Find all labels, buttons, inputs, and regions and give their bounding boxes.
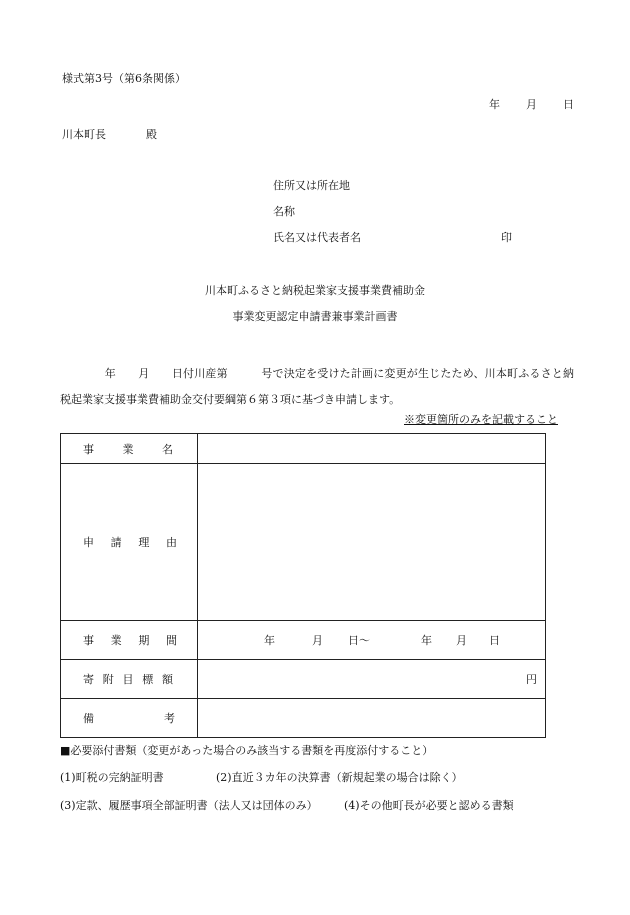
application-table [60,433,546,738]
date-line [489,98,574,112]
row-period [61,621,546,660]
attachment-item-2: (2)直近３カ年の決算書（新規起業の場合は除く） [216,771,463,784]
application-body-text: 年 月 日付川産第 号で決定を受けた計画に変更が生じたため、川本町ふるさと納税起業家支援事業費補助金交付要綱第６第３項に基づき申請します。 [60,367,574,406]
date-year: 年 [489,98,500,111]
date-day: 日 [563,98,574,111]
business-name-field[interactable] [198,434,546,464]
addressee: 川本町長 [62,128,106,141]
business-name-label: 事 業 名 [61,434,198,464]
row-business-name [61,434,546,464]
remarks-label: 備 考 [61,699,198,738]
row-donation [61,660,546,699]
row-reason [61,464,546,621]
remarks-field[interactable] [198,699,546,738]
attachment-item-1: (1)町税の完納証明書 [60,771,164,784]
donation-label: 寄 附 目 標 額 [61,660,198,699]
representative-row [273,231,512,245]
representative-label: 氏名又は代表者名 [273,231,361,244]
period-end-day: 日 [489,634,500,647]
date-month: 月 [526,98,537,111]
period-start-month: 月 [312,634,323,647]
document-title-line2: 事業変更認定申請書兼事業計画書 [232,310,398,323]
reason-field[interactable] [198,464,546,621]
yen-unit: 円 [526,673,537,686]
change-note: ※変更箇所のみを記載すること [404,413,558,426]
period-label: 事 業 期 間 [61,621,198,660]
seal-mark: 印 [501,231,512,244]
form-number: 様式第3号（第6条関係） [62,72,186,85]
attachments-heading: ■必要添付書類（変更があった場合のみ該当する書類を再度添付すること） [60,744,434,757]
address-label: 住所又は所在地 [273,179,350,192]
row-remarks [61,699,546,738]
period-end-year: 年 [421,634,432,647]
document-title-line1: 川本町ふるさと納税起業家支援事業費補助金 [205,284,425,297]
donation-amount-field[interactable] [198,660,546,699]
period-start-year: 年 [264,634,275,647]
period-end-month: 月 [456,634,467,647]
attachments-row-1 [60,771,574,785]
reason-label: 申 請 理 由 [61,464,198,621]
attachment-item-3: (3)定款、履歴事項全部証明書（法人又は団体のみ） [60,799,318,812]
name-label: 名称 [273,205,295,218]
addressee-line [62,128,157,142]
attachment-item-4: (4)その他町長が必要と認める書類 [344,799,514,812]
period-start-day: 日〜 [348,634,370,647]
honorific: 殿 [146,128,157,141]
period-field[interactable] [198,621,546,660]
attachments-row-2 [60,799,574,813]
